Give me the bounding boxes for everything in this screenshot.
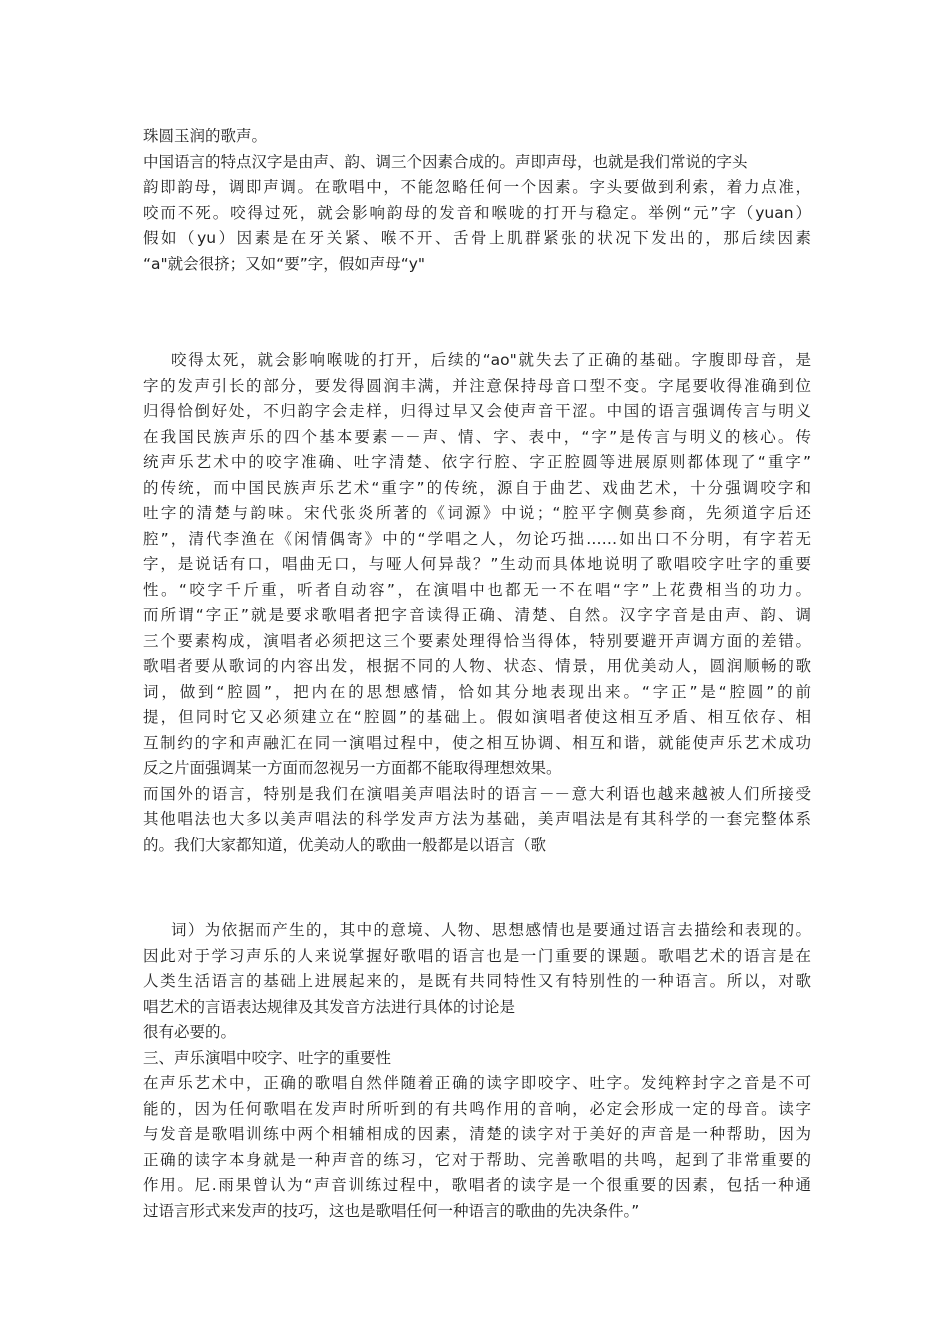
text-line: 过语言形式来发声的技巧，这也是歌唱任何一种语言的歌曲的先决条件。” <box>143 1201 640 1220</box>
text-block-2 <box>143 348 811 858</box>
text-line: 人类生活语言的基础上进展起来的，是既有共同特性又有特别性的一种语言。所以，对歌 <box>143 972 811 990</box>
text-line: 性。“咬字千斤重，听者自动容”，在演唱中也都无一不在唱“字”上花费相当的功力。 <box>143 580 811 599</box>
text-line: 其他唱法也大多以美声唱法的科学发声方法为基础，美声唱法是有其科学的一套完整体系 <box>143 810 811 828</box>
text-line: 腔”，清代李渔在《闲情偶寄》中的“学唱之人，勿论巧拙……如出口不分明，有字若无 <box>143 529 811 548</box>
text-line: 的传统，而中国民族声乐艺术“重字”的传统，源自于曲艺、戏曲艺术，十分强调咬字和 <box>143 478 811 497</box>
text-line: 正确的读字本身就是一种声音的练习，它对于帮助、完善歌唱的共鸣，起到了非常重要的 <box>143 1150 811 1169</box>
text-line: “a"就会很挤；又如“要”字，假如声母“y" <box>143 254 426 273</box>
text-line: 歌唱者要从歌词的内容出发，根据不同的人物、状态、情景，用优美动人，圆润顺畅的歌 <box>143 657 811 675</box>
text-line: 咬得太死，就会影响喉咙的打开，后续的“ao"就失去了正确的基础。字腹即母音，是 <box>171 351 811 369</box>
text-line: 反之片面强调某一方面而忽视另一方面都不能取得理想效果。 <box>143 759 562 777</box>
text-line: 韵即韵母，调即声调。在歌唱中，不能忽略任何一个因素。字头要做到利索，着力点准， <box>143 178 811 196</box>
text-line: 与发音是歌唱训练中两个相辅相成的因素，清楚的读字对于美好的声音是一种帮助，因为 <box>143 1125 811 1143</box>
text-line: 在我国民族声乐的四个基本要素－－声、情、字、表中，“字”是传言与明义的核心。传 <box>143 427 811 446</box>
text-line: 能的，因为任何歌唱在发声时所听到的有共鸣作用的音响，必定会形成一定的母音。读字 <box>143 1099 811 1118</box>
text-line: 字的发声引长的部分，要发得圆润丰满，并注意保持母音口型不变。字尾要收得准确到位 <box>143 376 811 395</box>
text-line: 咬而不死。咬得过死，就会影响韵母的发音和喉咙的打开与稳定。举例“元”字（yuan） <box>143 203 811 222</box>
text-line: 因此对于学习声乐的人来说掌握好歌唱的语言也是一门重要的课题。歌唱艺术的语言是在 <box>143 946 811 965</box>
text-line: 统声乐艺术中的咬字准确、吐字清楚、依字行腔、字正腔圆等进展原则都体现了“重字” <box>143 453 811 471</box>
text-line: 而所谓“字正”就是要求歌唱者把字音读得正确、清楚、自然。汉字字音是由声、韵、调 <box>143 606 811 624</box>
text-line: 作用。尼.雨果曾认为“声音训练过程中，歌唱者的读字是一个很重要的因素，包括一种通 <box>143 1176 811 1194</box>
text-line: 字，是说话有口，唱曲无口，与哑人何异哉？”生动而具体地说明了歌唱咬字吐字的重要 <box>143 555 811 573</box>
text-line: 珠圆玉润的歌声。 <box>143 127 268 145</box>
text-line: 归得恰倒好处，不归韵字会走样，归得过早又会使声音干涩。中国的语言强调传言与明义 <box>143 402 811 420</box>
text-line: 吐字的清楚与韵味。宋代张炎所著的《词源》中说；“腔平字侧莫参商，先须道字后还 <box>143 504 811 522</box>
section-heading: 三、声乐演唱中咬字、吐字的重要性 <box>143 1048 392 1067</box>
text-line: 提，但同时它又必须建立在“腔圆”的基础上。假如演唱者使这相互矛盾、相互依存、相 <box>143 708 811 726</box>
text-line: 唱艺术的言语表达规律及其发音方法进行具体的讨论是 <box>143 997 516 1016</box>
text-line: 三个要素构成，演唱者必须把这三个要素处理得恰当得体，特别要避开声调方面的差错。 <box>143 631 811 650</box>
text-line: 词，做到“腔圆”，把内在的思想感情，恰如其分地表现出来。“字正”是“腔圆”的前 <box>143 682 811 701</box>
text-line: 词）为依据而产生的，其中的意境、人物、思想感情也是要通过语言去描绘和表现的。 <box>171 921 811 939</box>
text-block-1 <box>143 124 811 277</box>
text-line: 在声乐艺术中，正确的歌唱自然伴随着正确的读字即咬字、吐字。发纯粹封字之音是不可 <box>143 1074 811 1092</box>
text-block-3 <box>143 918 811 1224</box>
text-line: 假如（yu）因素是在牙关紧、喉不开、舌骨上肌群紧张的状况下发出的，那后续因素 <box>143 229 811 247</box>
text-line: 很有必要的。 <box>143 1023 237 1041</box>
text-line: 互制约的字和声融汇在同一演唱过程中，使之相互协调、相互和谐，就能使声乐艺术成功 <box>143 733 811 752</box>
text-line: 而国外的语言，特别是我们在演唱美声唱法时的语言－－意大利语也越来越被人们所接受 <box>143 784 811 803</box>
text-line: 中国语言的特点汉字是由声、韵、调三个因素合成的。声即声母，也就是我们常说的字头 <box>143 152 748 171</box>
text-line: 的。我们大家都知道，优美动人的歌曲一般都是以语言（歌 <box>143 835 547 854</box>
